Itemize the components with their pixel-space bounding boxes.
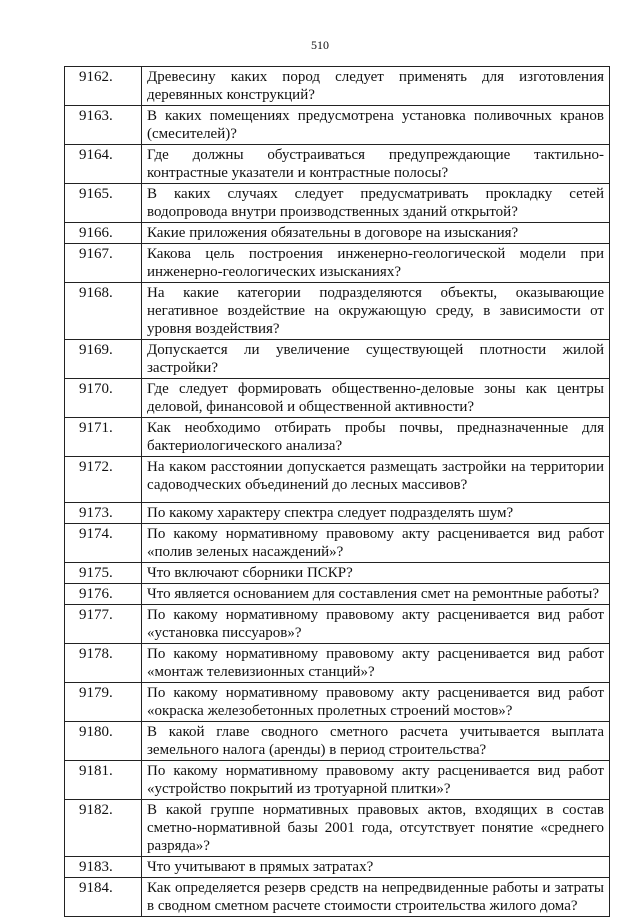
- question-text: Что учитывают в прямых затратах?: [142, 857, 610, 878]
- question-text: В какой группе нормативных правовых актов, входящих в состав сметно-нормативной базы 2001 года, отсутствует понятие «среднего разряда»?: [142, 800, 610, 857]
- table-row: [65, 223, 610, 244]
- question-number: 9181.: [65, 761, 142, 800]
- question-number: 9173.: [65, 503, 142, 524]
- question-text: Как определяется резерв средств на непредвиденные работы и затраты в сводном сметном расчете стоимости строительства жилого дома?: [142, 878, 610, 917]
- question-number: 9182.: [65, 800, 142, 857]
- table-row: [65, 857, 610, 878]
- question-text: Допускается ли увеличение существующей плотности жилой застройки?: [142, 340, 610, 379]
- table-row: [65, 605, 610, 644]
- table-row: [65, 184, 610, 223]
- question-text: По какому нормативному правовому акту расценивается вид работ «установка писсуаров»?: [142, 605, 610, 644]
- question-number: 9172.: [65, 457, 142, 503]
- question-text: На каком расстоянии допускается размещать застройки на территории садоводческих объединений до лесных массивов?: [142, 457, 610, 503]
- question-number: 9162.: [65, 67, 142, 106]
- table-row: [65, 683, 610, 722]
- table-row: [65, 106, 610, 145]
- table-row: [65, 379, 610, 418]
- question-number: 9166.: [65, 223, 142, 244]
- question-text: Где должны обустраиваться предупреждающие тактильно-контрастные указатели и контрастные полосы?: [142, 145, 610, 184]
- table-row: [65, 457, 610, 503]
- page-number: 510: [311, 38, 329, 52]
- question-text: По какому нормативному правовому акту расценивается вид работ «окраска железобетонных пролетных строений мостов»?: [142, 683, 610, 722]
- question-number: 9183.: [65, 857, 142, 878]
- question-text: Какова цель построения инженерно-геологической модели при инженерно-геологических изысканиях?: [142, 244, 610, 283]
- question-number: 9180.: [65, 722, 142, 761]
- question-number: 9175.: [65, 563, 142, 584]
- question-text: На какие категории подразделяются объекты, оказывающие негативное воздействие на окружающую среду, в зависимости от уровня воздействия?: [142, 283, 610, 340]
- question-text: По какому нормативному правовому акту расценивается вид работ «монтаж телевизионных станций»?: [142, 644, 610, 683]
- question-text: Где следует формировать общественно-деловые зоны как центры деловой, финансовой и общественной активности?: [142, 379, 610, 418]
- question-number: 9163.: [65, 106, 142, 145]
- question-number: 9184.: [65, 878, 142, 917]
- table-row: [65, 644, 610, 683]
- table-row: [65, 563, 610, 584]
- question-number: 9164.: [65, 145, 142, 184]
- table-row: [65, 503, 610, 524]
- question-number: 9178.: [65, 644, 142, 683]
- question-number: 9169.: [65, 340, 142, 379]
- table-row: [65, 761, 610, 800]
- table-row: [65, 722, 610, 761]
- question-number: 9167.: [65, 244, 142, 283]
- question-number: 9168.: [65, 283, 142, 340]
- question-number: 9174.: [65, 524, 142, 563]
- question-number: 9179.: [65, 683, 142, 722]
- table-row: [65, 418, 610, 457]
- table-row: [65, 584, 610, 605]
- question-number: 9165.: [65, 184, 142, 223]
- table-row: [65, 67, 610, 106]
- questions-table: [64, 66, 610, 917]
- question-text: По какому характеру спектра следует подразделять шум?: [142, 503, 610, 524]
- table-row: [65, 145, 610, 184]
- table-row: [65, 524, 610, 563]
- question-text: Какие приложения обязательны в договоре на изыскания?: [142, 223, 610, 244]
- question-number: 9170.: [65, 379, 142, 418]
- question-text: По какому нормативному правовому акту расценивается вид работ «устройство покрытий из тротуарной плитки»?: [142, 761, 610, 800]
- question-number: 9177.: [65, 605, 142, 644]
- table-row: [65, 340, 610, 379]
- question-text: В каких случаях следует предусматривать прокладку сетей водопровода внутри производственных зданий открытой?: [142, 184, 610, 223]
- question-text: Что включают сборники ПСКР?: [142, 563, 610, 584]
- question-text: Что является основанием для составления смет на ремонтные работы?: [142, 584, 610, 605]
- table-row: [65, 800, 610, 857]
- table-row: [65, 244, 610, 283]
- questions-table-body: [65, 67, 610, 917]
- question-text: Древесину каких пород следует применять для изготовления деревянных конструкций?: [142, 67, 610, 106]
- question-text: По какому нормативному правовому акту расценивается вид работ «полив зеленых насаждений»?: [142, 524, 610, 563]
- question-number: 9171.: [65, 418, 142, 457]
- question-number: 9176.: [65, 584, 142, 605]
- table-row: [65, 283, 610, 340]
- question-text: В каких помещениях предусмотрена установка поливочных кранов (смесителей)?: [142, 106, 610, 145]
- question-text: Как необходимо отбирать пробы почвы, предназначенные для бактериологического анализа?: [142, 418, 610, 457]
- table-row: [65, 878, 610, 917]
- question-text: В какой главе сводного сметного расчета учитывается выплата земельного налога (аренды) в период строительства?: [142, 722, 610, 761]
